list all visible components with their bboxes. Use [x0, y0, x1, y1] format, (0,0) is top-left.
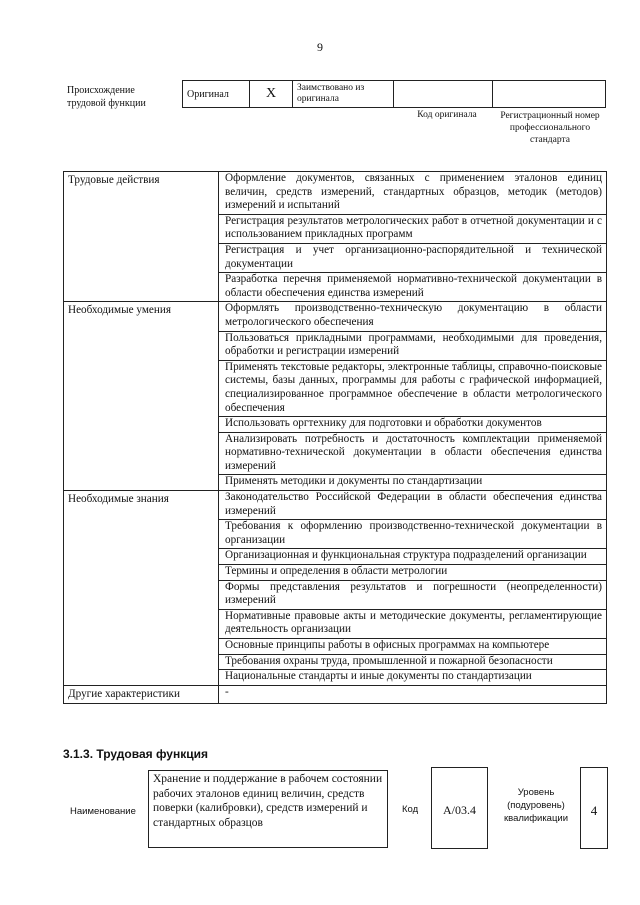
origin-table — [182, 80, 606, 108]
origin-label: Происхождение трудовой функции — [67, 85, 146, 109]
requirement-item: Требования к оформлению производственно-технической документации в организации — [219, 520, 607, 549]
requirement-item: Оформлять производственно-техническую документацию в области метрологического обеспечения — [219, 302, 607, 331]
reg-number-caption: Регистрационный номер профессионального стандарта — [500, 111, 600, 145]
function-code: A/03.4 — [431, 767, 488, 849]
requirement-item: - — [219, 685, 607, 704]
requirement-item: Национальные стандарты и иные документы по стандартизации — [219, 670, 607, 686]
code-label: Код — [402, 804, 419, 815]
requirement-item: Применять методики и документы по стандартизации — [219, 475, 607, 491]
qualification-level: 4 — [580, 767, 608, 849]
requirement-item: Основные принципы работы в офисных программах на компьютере — [219, 639, 607, 655]
table-row — [64, 302, 607, 331]
table-row — [64, 491, 607, 520]
requirement-item: Пользоваться прикладными программами, необходимыми для проведения, обработки и регистрации измерений — [219, 331, 607, 360]
requirement-item: Формы представления результатов и погрешности (неопределенности) измерений — [219, 580, 607, 609]
group-label: Другие характеристики — [64, 685, 219, 704]
requirement-item: Анализировать потребность и достаточность комплектации применяемой нормативно-технической документации в области обеспечения единства измерений — [219, 432, 607, 475]
group-label: Трудовые действия — [64, 172, 219, 302]
section-title: 3.1.3. Трудовая функция — [63, 747, 208, 761]
group-label: Необходимые умения — [64, 302, 219, 491]
original-cell: Оригинал — [183, 81, 250, 108]
group-label: Необходимые знания — [64, 491, 219, 686]
requirement-item: Регистрация результатов метрологических работ в отчетной документации и с использованием прикладных программ — [219, 214, 607, 243]
original-mark: X — [250, 81, 293, 108]
level-label: Уровень (подуровень) квалификации — [503, 787, 569, 824]
reg-number-cell — [493, 81, 606, 108]
page-number: 9 — [317, 40, 323, 54]
requirement-item: Использовать оргтехнику для подготовки и обработки документов — [219, 417, 607, 433]
requirement-item: Термины и определения в области метрологии — [219, 565, 607, 581]
table-row — [64, 685, 607, 704]
borrowed-cell: Заимствовано из оригинала — [293, 81, 394, 108]
name-label: Наименование — [70, 806, 136, 817]
requirement-item: Нормативные правовые акты и методические документы, регламентирующие деятельность организации — [219, 609, 607, 638]
function-name: Хранение и поддержание в рабочем состоянии рабочих эталонов единиц величин, средств поверки (калибровки), средств измерений и стандартных образцов — [148, 770, 388, 848]
requirement-item: Регистрация и учет организационно-распорядительной и технической документации — [219, 243, 607, 272]
requirement-item: Организационная и функциональная структура подразделений организации — [219, 549, 607, 565]
code-original-caption: Код оригинала — [417, 110, 477, 120]
requirement-item: Законодательство Российской Федерации в области обеспечения единства измерений — [219, 491, 607, 520]
requirement-item: Требования охраны труда, промышленной и пожарной безопасности — [219, 654, 607, 670]
requirement-item: Разработка перечня применяемой нормативно-технической документации в области обеспечения единства измерений — [219, 273, 607, 302]
code-original-cell — [394, 81, 493, 108]
table-row — [64, 172, 607, 215]
requirement-item: Применять текстовые редакторы, электронные таблицы, справочно-поисковые системы, базы данных, программы для работы с графической информацией, специализированное программное обеспечение в области метрологического обеспечения — [219, 360, 607, 416]
requirement-item: Оформление документов, связанных с применением эталонов единиц величин, средств измерений, стандартных образцов, методик (методов) измерений и испытаний — [219, 172, 607, 215]
requirements-table — [63, 171, 607, 704]
